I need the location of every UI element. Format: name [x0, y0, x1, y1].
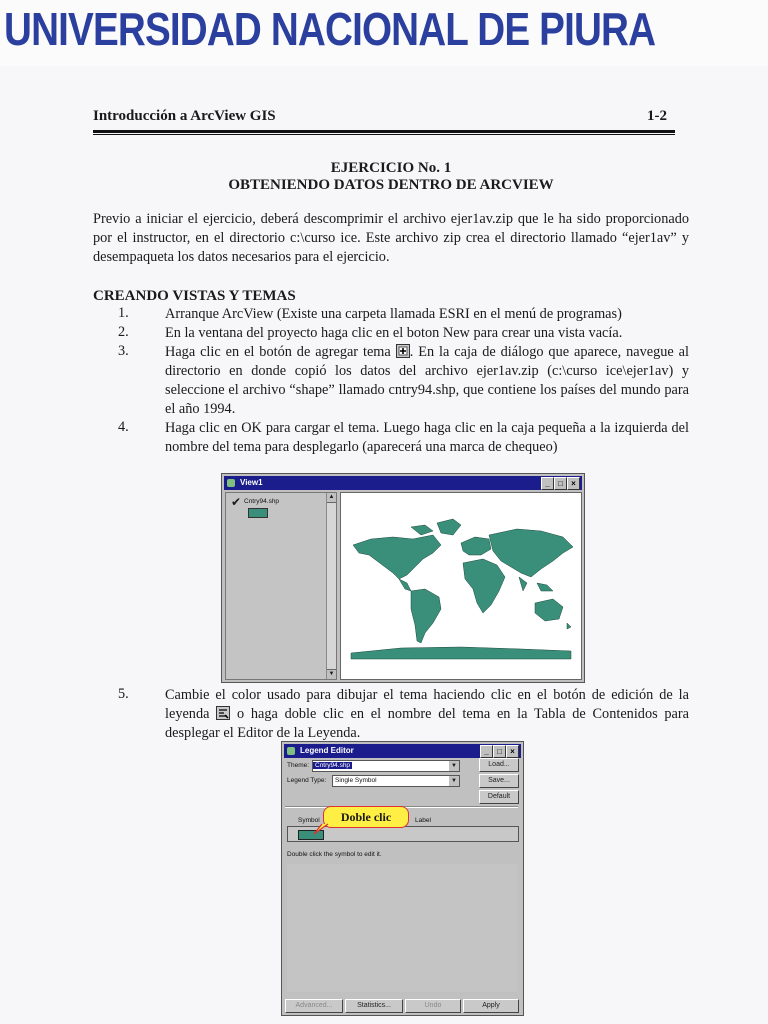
callout-bubble: [323, 806, 409, 828]
legend-type-select[interactable]: [332, 775, 460, 787]
window-icon: [227, 479, 235, 487]
minimize-icon[interactable]: _: [541, 477, 554, 490]
step-text-part: o haga doble clic en el nombre del tema en la Tabla de Contenidos para desplegar el Editor de la Leyenda.: [165, 706, 689, 741]
maximize-icon[interactable]: □: [493, 745, 506, 758]
exercise-number: EJERCICIO No. 1: [330, 160, 452, 176]
table-of-contents: [225, 492, 337, 680]
theme-select-value: Cntry94.shp: [315, 762, 351, 769]
banner: [0, 0, 768, 66]
chevron-down-icon[interactable]: ▼: [449, 776, 459, 786]
undo-button[interactable]: Undo: [405, 999, 461, 1013]
callout-text: Doble clic: [340, 810, 392, 824]
step-number: 4.: [118, 419, 129, 435]
close-icon[interactable]: ×: [506, 745, 519, 758]
advanced-button[interactable]: Advanced...: [285, 999, 343, 1013]
view1-window: [221, 473, 585, 683]
label-column-header: Label: [415, 817, 431, 824]
apply-button[interactable]: Apply: [463, 999, 519, 1013]
university-title: UNIVERSIDAD NACIONAL DE PIURA: [4, 3, 656, 55]
step-number: 2.: [118, 324, 129, 340]
theme-symbol[interactable]: [248, 508, 268, 518]
load-button[interactable]: Load...: [479, 758, 519, 772]
legend-body: [287, 864, 517, 992]
scroll-up-icon[interactable]: ▲: [327, 493, 336, 503]
window-icon: [287, 747, 295, 755]
theme-select[interactable]: [312, 760, 460, 772]
exercise-title: OBTENIENDO DATOS DENTRO DE ARCVIEW: [228, 177, 554, 193]
step-text: En la ventana del proyecto haga clic en el boton New para crear una vista vacía.: [165, 325, 623, 341]
theme-label: Theme:: [287, 762, 310, 769]
section-heading: CREANDO VISTAS Y TEMAS: [93, 288, 296, 304]
page-header: [93, 108, 675, 133]
maximize-icon[interactable]: □: [554, 477, 567, 490]
scroll-down-icon[interactable]: ▼: [328, 671, 335, 677]
symbol-column-header: Symbol: [298, 817, 320, 824]
close-icon[interactable]: ×: [567, 477, 580, 490]
save-button[interactable]: Save...: [479, 774, 519, 788]
window-title: View1: [240, 478, 263, 487]
legend-editor-window: [281, 741, 524, 1016]
view1-titlebar: [224, 476, 582, 490]
intro-paragraph: Previo a iniciar el ejercicio, deberá descomprimir el archivo ejer1av.zip que le ha sido proporcionado por el instructor, en el directorio c:\curso ice. Este archivo zip crea el directorio llamado “ejer1av” y desempaqueta los datos necesarios para el ejercicio.: [93, 211, 689, 265]
statistics-button[interactable]: Statistics...: [345, 999, 403, 1013]
callout-pointer: [312, 822, 332, 836]
step-number: 1.: [118, 305, 129, 321]
step-text: Arranque ArcView (Existe una carpeta llamada ESRI en el menú de programas): [165, 306, 622, 322]
map-display[interactable]: [340, 492, 582, 680]
default-button[interactable]: Default: [479, 790, 519, 804]
legend-type-label: Legend Type:: [287, 777, 327, 784]
legend-type-value: Single Symbol: [335, 777, 377, 784]
theme-name[interactable]: Cntry94.shp: [244, 498, 280, 505]
legend-editor-titlebar: [284, 744, 521, 758]
step-text: [165, 686, 689, 743]
header-rule: [93, 134, 675, 135]
checkmark-icon[interactable]: ✔: [231, 495, 242, 509]
add-theme-icon: [396, 344, 410, 358]
step-text: [165, 343, 689, 419]
header-title: Introducción a ArcView GIS: [93, 108, 276, 124]
chevron-down-icon[interactable]: ▼: [449, 761, 459, 771]
step-text: Haga clic en OK para cargar el tema. Luego haga clic en la caja pequeña a la izquierda del nombre del tema para desplegarlo (aparecerá una marca de chequeo): [165, 420, 689, 455]
step-text-part: Cambie el color usado para dibujar el tema haciendo clic en el botón de edición de la leyenda: [165, 687, 689, 722]
step-text-part: Haga clic en el botón de agregar tema: [165, 344, 391, 360]
legend-editor-icon: [216, 706, 230, 720]
minimize-icon[interactable]: _: [480, 745, 493, 758]
step-text-part: . En la caja de diálogo que aparece, navegue al directorio en donde copió los datos del archivo ejer1av.zip (c:\curso ice\ejer1av) y seleccione el archivo “shape” llamado cntry94.shp, que contiene los países del mundo para el año 1994.: [165, 344, 689, 417]
toc-scrollbar[interactable]: [326, 493, 336, 679]
hint-text: Double click the symbol to edit it.: [287, 851, 382, 858]
step-number: 3.: [118, 343, 129, 359]
page-number: 1-2: [647, 108, 667, 124]
window-title: Legend Editor: [300, 746, 354, 755]
step-number: 5.: [118, 686, 129, 702]
world-map: [341, 493, 581, 679]
